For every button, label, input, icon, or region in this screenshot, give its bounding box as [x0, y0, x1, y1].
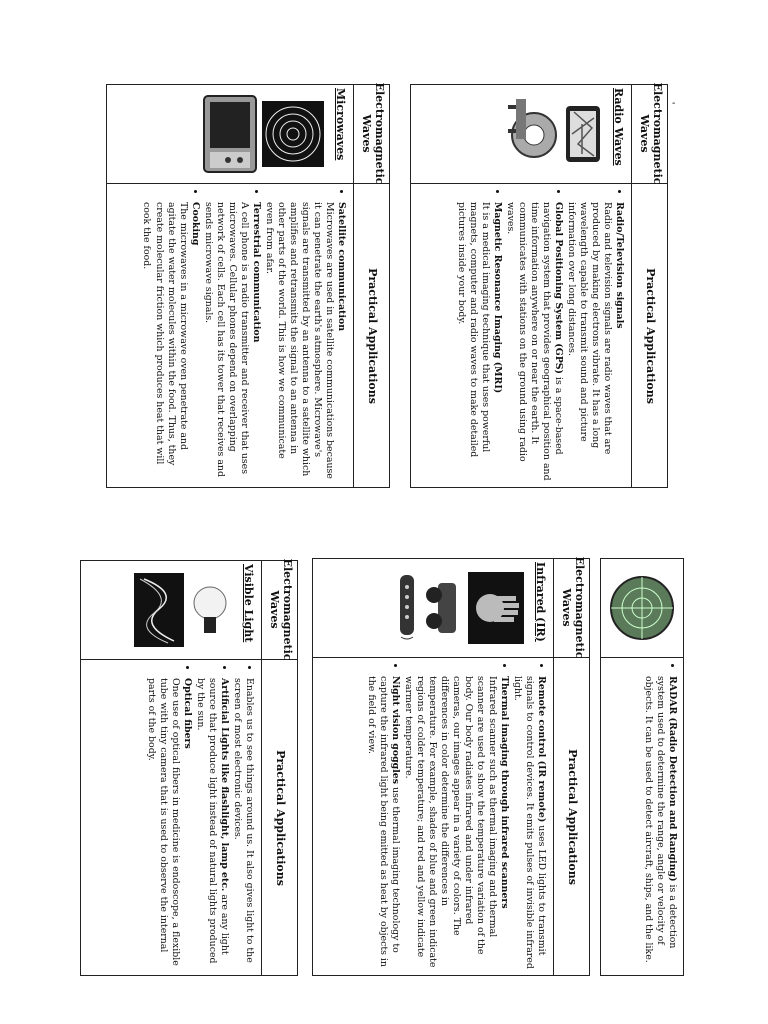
visible-light-card	[80, 560, 298, 976]
thermal-hand-image	[468, 572, 524, 644]
microwaves-card	[106, 84, 390, 488]
column-header-applications: Practical Applications	[366, 268, 380, 404]
wave-name: Radio Waves	[612, 88, 625, 166]
list-item: • Terrestrial communication A cell phone is a radio transmitter and receiver that uses microwaves. Cellular phones depend on overlapping network of cells. Each cell has its tower that receives and sends microwave signals.	[202, 202, 262, 482]
table-header	[631, 84, 668, 488]
wave-name: Infrared (IR)	[534, 562, 547, 642]
column-header-waves: Electromagnetic Waves	[354, 84, 390, 184]
column-header-waves: Electromagnetic Waves	[632, 84, 668, 184]
list-item: • Remote control (IR remote) uses LED lights to transmit signals to control devices. It emits pulses of invisible infrared light.	[511, 676, 547, 970]
wave-name: Visible Light	[242, 564, 255, 643]
wave-name: Microwaves	[334, 88, 347, 161]
column-header-waves: Electromagnetic Waves	[554, 558, 590, 658]
table-header	[261, 560, 298, 976]
dash-mark: -	[672, 98, 676, 109]
list-item: • Satellite communication Microwaves are used in satellite communications because it can penetrate the earth's atmosphere. Microwave's signals are transmitted by an antenna to a satellite which amplifies and retransmits the signal to an antenna in other parts of the world. This is how we communicate even from afar.	[263, 202, 347, 482]
radar-screen-image	[609, 575, 675, 641]
list-item: • Magnetic Resonance Imaging (MRI) It is a medical imaging technique that uses powerful magnets, computer and radio waves to make detailed pictures inside your body.	[455, 202, 503, 482]
optical-fiber-image	[134, 573, 184, 647]
list-item: • RADAR (Radio Detection and Ranging) is a detection system used to determine the range, angle or velocity of objects. It can be used to detect aircraft, ships, and the like.	[642, 676, 678, 970]
list-item: • Cooking The microwaves in a microwave oven penetrate and agitate the water molecules within the food. Thus, they create molecular friction which produces heat that will cook the food.	[140, 202, 200, 482]
list-item: • Thermal imaging through infrared scanners Infrared scanner such as thermal imaging and thermal scanner are used to show the temperature variation of the body. Our body radiates infrared and under infrared cameras, our images appear in a variety of colors. The differences in color determine the differences in temperature. For example, shades of blue and green indicate regions of colder temperature; and red and yellow indicate warmer temperature.	[402, 676, 510, 970]
column-header-applications: Practical Applications	[644, 268, 658, 404]
list-item: • Enables us to see things around us. It also gives light to the screen of most electronic devices.	[231, 678, 255, 970]
list-item: • Optical fibers One use of optical fibers in medicine is endoscope, a flexible tube with tiny camera that is used to observe the internal parts of the body.	[145, 678, 193, 970]
column-header-applications: Practical Applications	[566, 749, 580, 885]
column-header-applications: Practical Applications	[274, 750, 288, 886]
light-bulb-image	[188, 581, 232, 639]
column-header-waves: Electromagnetic Waves	[262, 560, 298, 660]
list-item: • Radio/Television signals Radio and television signals are radio waves that are produced by making electrons vibrate. It has a long wavelength capable to transmit sound and picture information over long distances.	[565, 202, 625, 482]
gps-device-image	[564, 104, 602, 164]
table-header	[553, 558, 590, 976]
microwave-oven-image	[202, 94, 258, 174]
mri-machine-image	[506, 95, 560, 173]
list-item: • Global Positioning System (GPS) is a space-based navigation system that provides geographical position and time information anywhere on or near the earth. It communicates with stations on the ground using radio waves.	[504, 202, 564, 482]
remote-control-image	[394, 573, 420, 643]
list-item: • Artificial Lights like flashlight, lamp etc. are any light source that produce light instead of natural lights produced by the sun.	[194, 678, 230, 970]
infrared-card	[312, 558, 590, 976]
radar-card	[600, 558, 684, 976]
table-header	[353, 84, 390, 488]
list-item: • Night vision goggles use thermal imaging technology to capture the infrared light being emitted as heat by objects in the field of view.	[365, 676, 401, 970]
satellite-signal-image	[262, 101, 324, 167]
radio-waves-card	[410, 84, 668, 488]
night-vision-goggles-image	[424, 577, 464, 639]
